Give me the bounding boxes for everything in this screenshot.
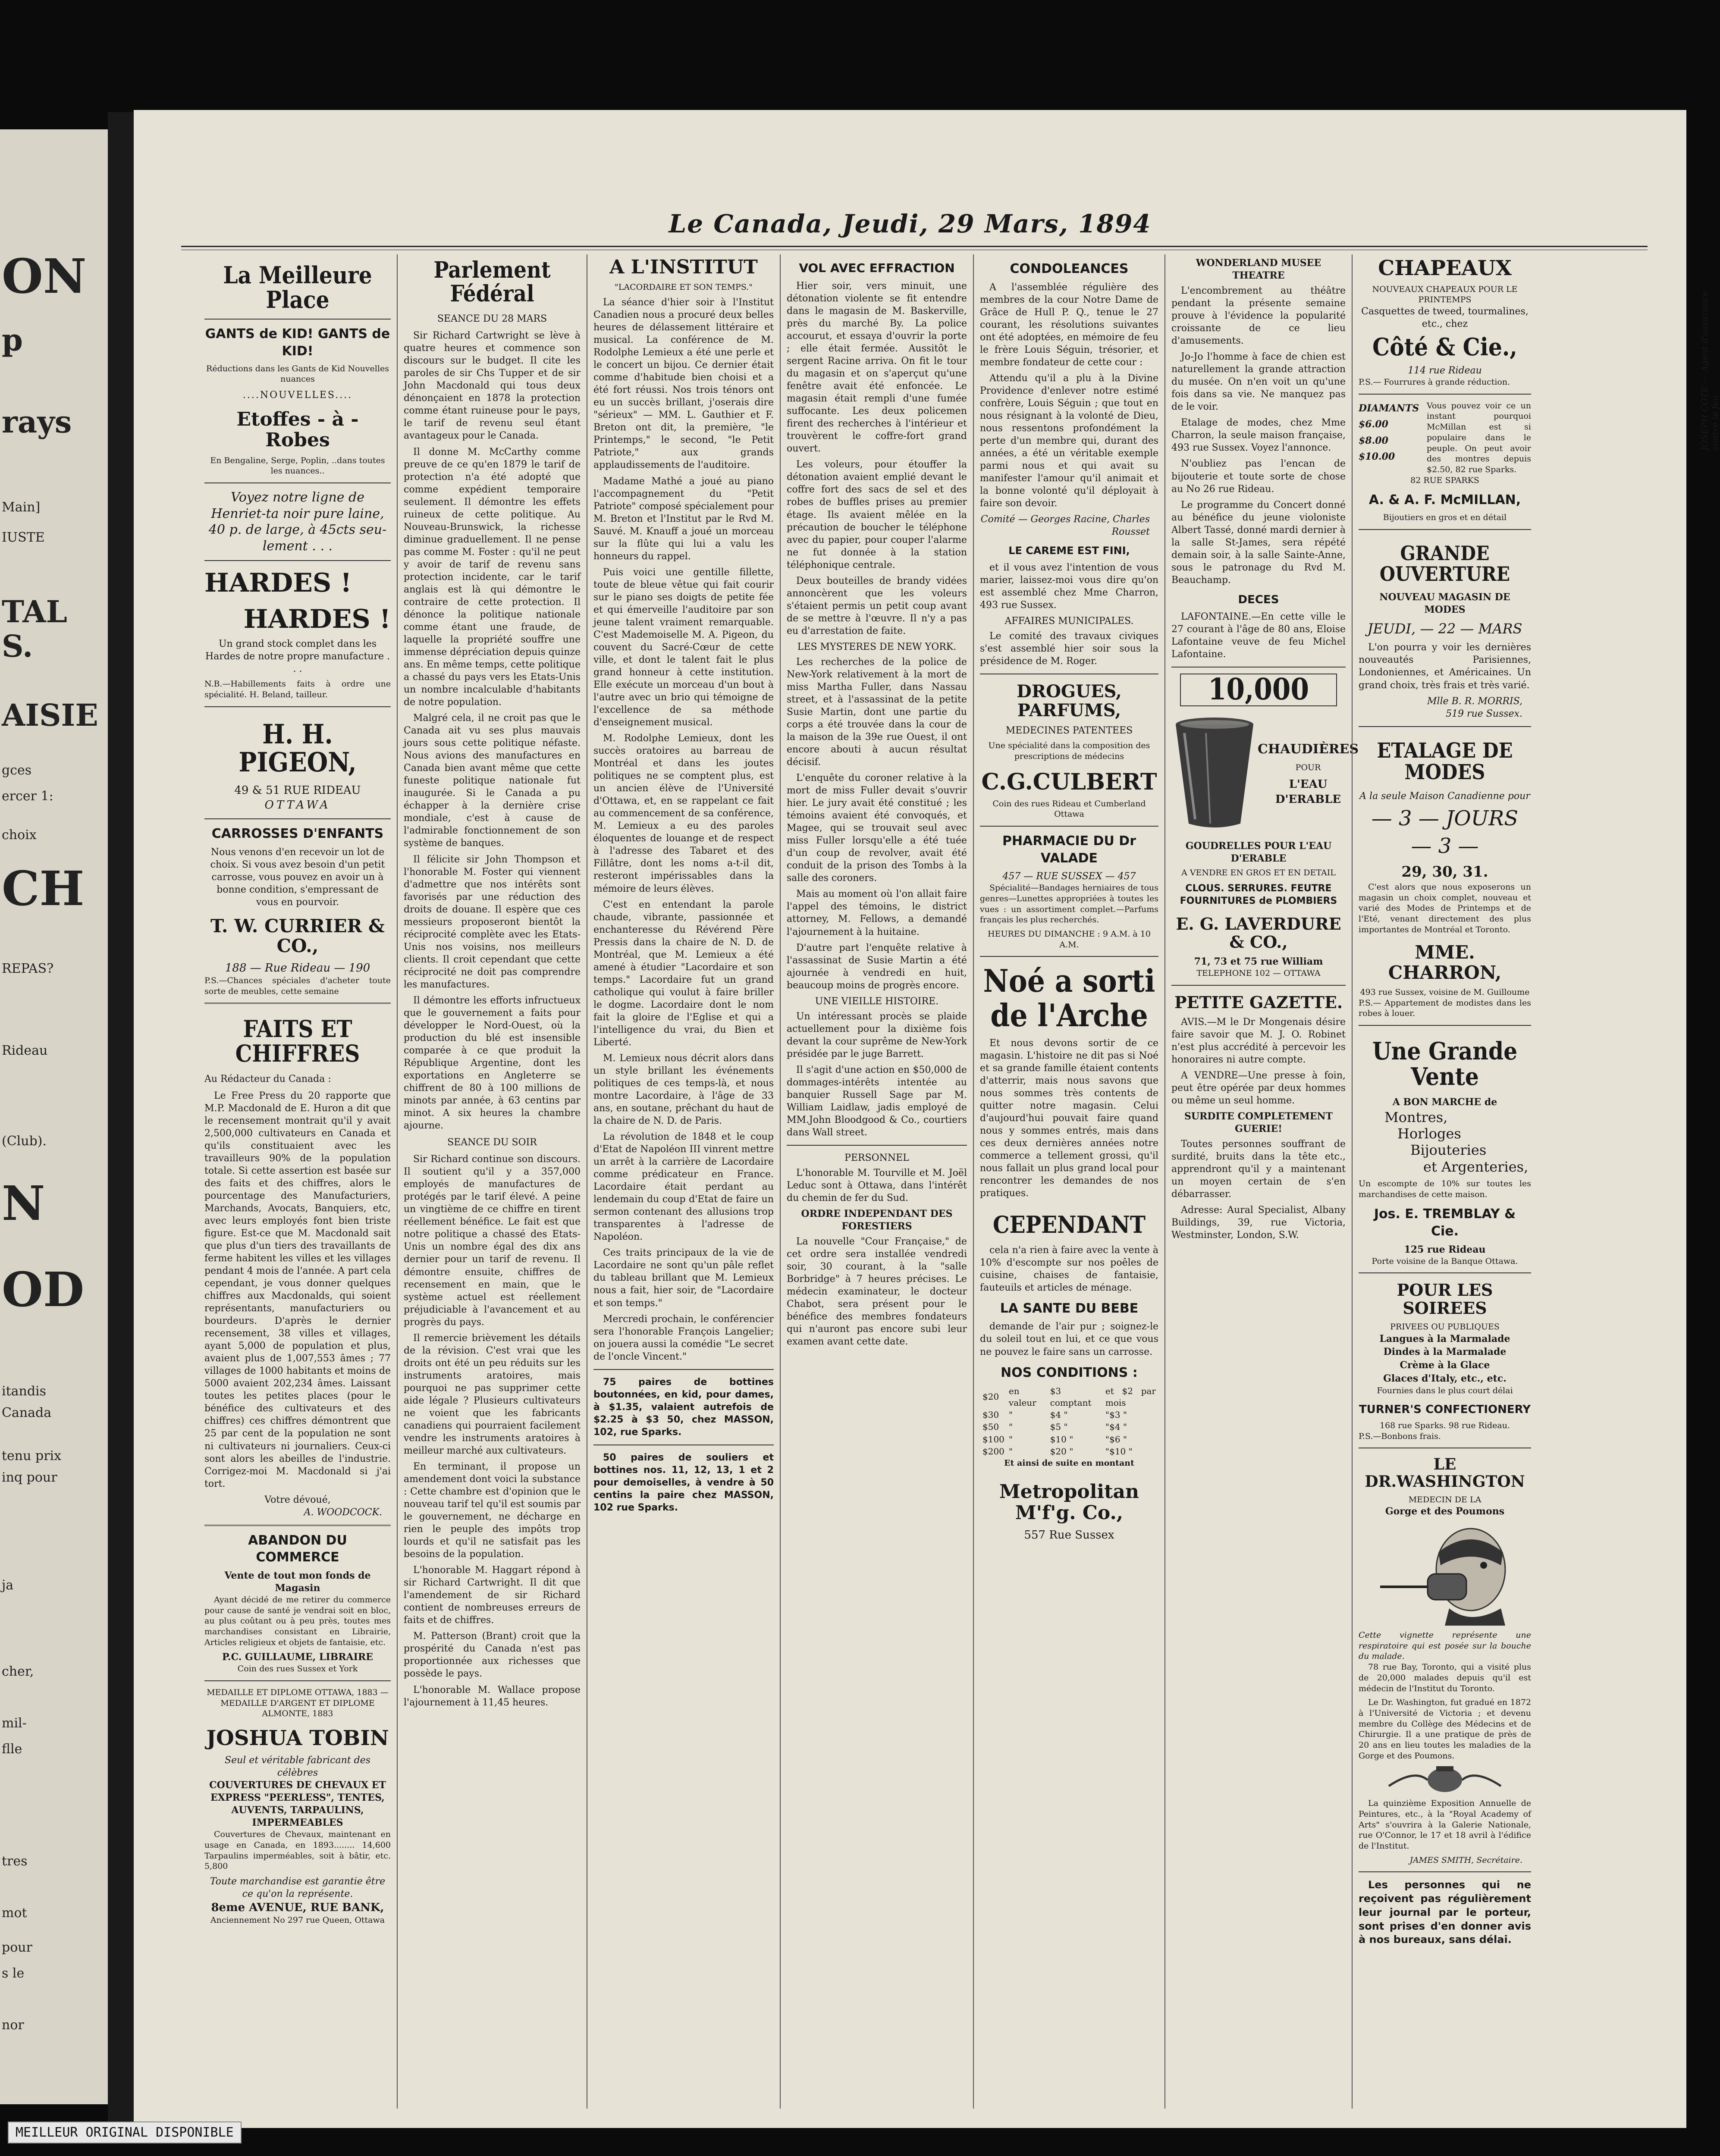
column-7 [1352, 254, 1537, 2109]
faits-text: Le Free Press du 20 rapporte que M.P. Macdonald de E. Huron a dit que le recensement montrait qu'il y avait 2,500,000 cultivateurs en Canada et qu'ils constituaient avec les travailleurs 90% de la population totale. Si cette assertion est basée sur des faits et des chiffres, alors le pourcentage des Manufacturiers, Marchands, Avocats, Banquiers, etc, avec leurs employés font bien triste figure. Est-ce que M. Macdonald sait que plus d'un tiers des travaillants de ferme habitent les villes et les villages pendant 4 mois de l'année. A part cela cependant, je vous donner quelques chiffres aux Macdonalds, qui soient représentants, manufacturiers ou bourdeurs. D'après le dernier recensement, 38 villes et villages, ayant 5,000 de population et plus, avaient plus de 1,007,553 âmes ; 77 villages de 1000 habitants et moins de 5000 avaient 202,234 âmes. Laissant toutes les petites places (pour le bénéfice des cultivateurs et des chiffres) ces chiffres démontrent que 25 par cent de la population ne sont ni cultivateurs ni journaliers. Ceux-ci sont alors les abeilles de l'industrie. Corrigez-moi M. Macdonald si j'ai tort. [204, 1090, 391, 1489]
parlement-p5: Il démontre les efforts infructueux que le gouvernement a faits pour développer le Nord-Ouest, où la production du blé est insensible comparée à ce que produit la République Argentine, dont les exportations en Angleterre se chiffrent de 80 à 100 millions de minots par année, à 63 centins par minot. A six heures la chambre ajourne. [404, 995, 581, 1131]
conditions-table [980, 1385, 1158, 1458]
table-row: $100 " $10 " "$6 " [982, 1434, 1127, 1445]
surdite-addr: Adresse: Aural Specialist, Albany Buildings, 39, rue Victoria, Westminster, London, S.W. [1171, 1204, 1346, 1241]
ad-currier: T. W. CURRIER & CO., [210, 915, 385, 957]
gazette-p1: AVIS.—M le Dr Mongenais désire faire savoir que M. J. O. Robinet n'est plus accrédité à percevoir les honoraires ni autre compte. [1171, 1016, 1346, 1065]
masson-ad-1: 75 paires de bottines boutonnées, en kid, pour dames, à $1.35, valaient autrefois de $2.25 à $3 50, chez MASSON, 102, rue Sparks. [593, 1376, 774, 1438]
parlement-p11: L'honorable M. Wallace propose l'ajournement à 11,45 heures. [404, 1684, 581, 1708]
list-item: Crème à la Glace [1400, 1360, 1490, 1371]
fragment: inq pour [2, 1470, 57, 1485]
institut-p9: Mercredi prochain, le conférencier sera l'honorable François Langelier; on jouera aussi la comédie "Le secret de l'oncle Vincent." [593, 1313, 774, 1362]
personnel-p10: L'honorable M. Tourville et M. Joël Leduc sont à Ottawa, dans l'intérêt du chemin de fer du Sud. [787, 1168, 967, 1204]
fragment: ercer 1: [2, 789, 53, 804]
institut-p4: M. Rodolphe Lemieux, dont les succès oratoires au barreau de Montréal et dans les joutes politiques ne se comptent plus, est un ancien élève de l'Université d'Ottawa, et, en se rappelant ce fait au commencement de sa conférence, M. Lemieux a eu des paroles éloquentes de louange et de respect à l'adresse des Tabaret et des Fillâtre, dont les noms a-t-il dit, resteront impérissables dans la mémoire de leurs élèves. [593, 733, 774, 894]
washington-text-2: Le Dr. Washington, fut gradué en 1872 à l'Université de Victoria ; et devenu membre du Collège des Médecins et de Chirurgie. Il a une pratique de près de 20 ans en lieu toutes les maladies de la Gorge et des Poumons. [1359, 1698, 1531, 1761]
soirees-items [1359, 1332, 1531, 1385]
institut-p1: La séance d'hier soir à l'Institut Canadien nous a procuré deux belles heures de délassement littéraire et musical. La conférence de M. Rodolphe Lemieux a été une perle et le concert un bijou. Ce dernier était comme d'habitude bien choisi et a été fort réussi. Nos trois ténors ont eu un succès brillant, j'oserais dire "sérieux" — MM. L. Gauthier et F. Breton ont dit, la première, "le Printemps," le second, "le Petit Patriote," aux grands applaudissements de l'auditoire. [593, 297, 774, 471]
cote-vertical-ad: JOSEPH COTE — Agent d'assurance contre le feu [1699, 291, 1720, 451]
abandon-heading: ABANDON DU COMMERCE [248, 1532, 347, 1565]
sante-title: LA SANTE DU BEBE [1000, 1300, 1139, 1316]
wonderland-p1: L'encombrement au théâtre pendant la présente semaine prouve à l'évidence la popularité croissante de ce lieu d'amusements. [1171, 285, 1346, 347]
ad-gants-sub: Réductions dans les Gants de Kid Nouvelles nuances [206, 364, 389, 384]
goudrelles-sub: A VENDRE EN GROS ET EN DETAIL [1181, 868, 1336, 877]
column-2 [397, 254, 587, 2109]
affaires-title: AFFAIRES MUNICIPALES. [1004, 616, 1134, 627]
ad-nouvelles: ....NOUVELLES.... [242, 389, 353, 401]
ad-etoffes: Etoffes - à - Robes [236, 408, 359, 451]
guillaume-name: P.C. GUILLAUME, LIBRAIRE [222, 1651, 373, 1663]
ad-hardes-1: HARDES ! [204, 568, 352, 599]
column-4 [780, 254, 973, 2109]
jeudi-date: JEUDI, — 22 — MARS [1367, 620, 1522, 637]
personnel-title: PERSONNEL [844, 1153, 909, 1164]
fragment: Canada [2, 1405, 52, 1420]
noe-text: Et nous devons sortir de ce magasin. L'histoire ne dit pas si Noé et sa grande famille étaient contents d'atterrir, mais nous savons que nous sommes très contents de quitter notre magasin. Celui d'aujourd'hui pouvait faire quand nous y sommes entrés, mais dans ces deux dernières années notre commerce a tellement grossi, qu'il nous fallait un plus grand local pour rencontrer les demandes de nos pratiques. [980, 1037, 1158, 1199]
ad-carrosses: CARROSSES D'ENFANTS [211, 826, 384, 842]
faits-sig-1: Votre dévoué, [264, 1494, 331, 1505]
fragment: Main] [2, 500, 41, 515]
clous-line: CLOUS. SERRURES. FEUTRE FOURNITURES de PLOMBIERS [1180, 883, 1337, 907]
mysteres-title: LES MYSTERES DE NEW YORK. [797, 641, 957, 652]
fragment: N [2, 1175, 45, 1231]
fragment: mot [2, 1905, 27, 1921]
tobin-addr-2: Anciennement No 297 rue Queen, Ottawa [210, 1915, 385, 1925]
washington-text: 78 rue Bay, Toronto, qui a visité plus de 20,000 malades depuis qu'il est médecin de l'Institut du Toronto. [1359, 1662, 1531, 1693]
parlement-p8: En terminant, il propose un amendement dont voici la substance : Cette chambre est d'opinion que le nouveau tarif tel qu'il est soumis par le gouvernement, ne décharge en rien le peuple des impôts trop lourds et qu'il ne satisfait pas les besoins de la population. [404, 1461, 581, 1560]
parlement-p2: Il donne M. McCarthy comme preuve de ce qu'en 1879 le tarif de protection n'a été adopté que comme expédient temporaire seulement. Il démontre les effets ruineux de cette politique. Au Nouveau-Brunswick, la richesse diminue graduellement. Il ne pense pas comme M. Foster : qu'il ne peut y avoir de tarif de revenu sans protection incidente, car le tarif anglais est là qui démontre le contraire de cette protection. Il dénonce la politique nationale comme étant une fraude, de laquelle la propriété souffre une immense dépréciation depuis quinze ans. En même temps, cette politique a chassé du pays vers les Etats-Unis un nombre incalculable d'habitants de notre population. [404, 446, 581, 708]
fragment: ON [2, 248, 87, 304]
charron-name: MME. CHARRON, [1388, 942, 1502, 983]
jours-count: — 3 — JOURS — 3 — [1371, 806, 1519, 858]
wonderland-nocturne: N'oubliez pas l'encan de bijouterie et toute sorte de chose au No 26 rue Rideau. [1171, 458, 1346, 495]
column-3 [587, 254, 780, 2109]
turner-addr: 168 rue Sparks. 98 rue Rideau. [1379, 1420, 1510, 1430]
table-row: $200 " $20 " "$10 " [982, 1446, 1133, 1457]
jours-dates: 29, 30, 31. [1401, 863, 1488, 881]
list-item: Glaces d'Italy, etc., etc. [1383, 1373, 1507, 1385]
condoleances-title: CONDOLEANCES [1010, 261, 1129, 276]
tobin-sub: Seul et véritable fabricant des célèbres [225, 1755, 370, 1778]
diamants-text: Vous pouvez voir ce un instant pourquoi McMillan est si populaire dans le peuple. On peut avoir des montres depuis $2.50, 82 rue Sparks. [1427, 401, 1531, 474]
institut-p2: Madame Mathé a joué au piano l'accompagnement du "Petit Patriote" composé spécialement pour M. Breton et l'Institut par le Rvd M. Sauvé. M. Knauff a joué un morceau sur la flûte qui lui a valu les honneurs du rappel. [593, 476, 774, 562]
diamants-price: $6.00 [1359, 419, 1388, 430]
fragment: choix [2, 827, 37, 843]
previous-page-edge [0, 129, 108, 2104]
tremblay-addr: 125 rue Rideau [1404, 1244, 1486, 1255]
washington-portrait-illustration [1363, 1522, 1527, 1626]
diamants-label: DIAMANTS [1359, 402, 1419, 414]
fragment: nor [2, 2018, 24, 2033]
masthead-rule [181, 246, 1648, 250]
ad-hardes-nb: N.B.—Habillements faits à ordre une spécialité. H. Beland, tailleur. [204, 679, 391, 699]
turner-ps: P.S.—Bonbons frais. [1359, 1431, 1441, 1441]
parlement-p6: Sir Richard continue son discours. Il soutient qu'il y a 357,000 employés de manufactures de protégés par le tarif élevé. A peine un vingtième de ce chiffre en tirent réellement bénéfice. Le fait est que notre politique a chassé des Etats-Unis un nombre égal des dix ans dernier pour un tarif de revenu. Il démontre ensuite, chiffres de recensement en main, que le système actuel est réellement préjudiciable à l'avancement et au progrès du pays. [404, 1154, 581, 1328]
surdite-title: SURDITE COMPLETEMENT GUERIE! [1184, 1110, 1333, 1134]
etalage-title: ETALAGE DE MODES [1377, 738, 1513, 784]
condoleances-comite: Comité — Georges Racine, Charles Rousset [980, 514, 1150, 538]
metropolitan-name: Metropolitan M'f'g. Co., [999, 1481, 1139, 1524]
tobin-guarantee: Toute marchandise est garantie être ce qu'on la représente. [210, 1876, 386, 1899]
fragment: s le [2, 1966, 25, 1981]
list-item: Montres, [1384, 1109, 1448, 1125]
institut-sub: "LACORDAIRE ET SON TEMPS." [615, 282, 753, 292]
pharmacie-spec: Spécialité—Bandages herniaires de tous genres—Lunettes appropriées à toutes les vues : un assortiment complet.—Parfums français les plus recherchés. [980, 883, 1158, 925]
diamants-block [1359, 401, 1531, 475]
parlement-p7: Il remercie brièvement les détails de la révision. C'est vrai que les droits ont été un peu réduits sur les instruments aratoires, mais pourquoi ne pas supprimer cette aide légale ? Plusieurs cultivateurs ne voient que les fabricants canadiens qui pourraient facilement vendre les instruments aratoires à meilleur marché aux cultivateurs. [404, 1332, 581, 1456]
cependant-text: cela n'a rien à faire avec la vente à 10% d'escompte sur nos poêles de cuisine, chaises de fantaisie, fauteuils et articles de ménage. [980, 1244, 1158, 1293]
fragment: pour [2, 1940, 32, 1955]
guillaume-addr: Coin des rues Sussex et York [237, 1664, 358, 1674]
fragment: tenu prix [2, 1448, 62, 1463]
laverdure-tel: TELEPHONE 102 — OTTAWA [1196, 968, 1321, 978]
jeudi-text: L'on pourra y voir les dernières nouveautés Parisiennes, Londoniennes, et Américaines. Un grand choix, très frais et très varié. [1359, 642, 1531, 691]
microfilm-label: MEILLEUR ORIGINAL DISPONIBLE [8, 2122, 242, 2143]
chaudieres-count: 10,000 [1180, 674, 1337, 706]
parlement-seance: SEANCE DU 28 MARS [437, 313, 547, 325]
ad-carrosses-text: Nous venons d'en recevoir un lot de choix. Si vous avez besoin d'un petit carrosse, vous pouvez en avoir un à bonne condition, s'empressant de vous en pourvoir. [210, 847, 385, 908]
chapeaux-text: Casquettes de tweed, tourmalines, etc., chez [1361, 306, 1529, 330]
deces-title: DECES [1238, 593, 1279, 606]
cependant-title: CEPENDANT [992, 1211, 1146, 1239]
fragment: S. [2, 628, 33, 664]
noe-line-1: Noé a sorti [983, 962, 1155, 1000]
mcmillan-addr: 82 RUE SPARKS [1410, 475, 1479, 485]
masthead: Le Canada, Jeudi, 29 Mars, 1894 [669, 209, 1152, 238]
etalage-sub: A la seule Maison Canadienne pour [1359, 791, 1530, 802]
list-item: Bijouteries [1410, 1142, 1487, 1159]
tremblay-note: Porte voisine de la Banque Ottawa. [1372, 1256, 1518, 1266]
mcmillan-sub: Bijoutiers en gros et en détail [1383, 512, 1507, 522]
fragment: IUSTE [2, 530, 45, 545]
drogues-title: DROGUES, PARFUMS, [1017, 681, 1122, 721]
mysteres-p7: D'autre part l'enquête relative à l'assassinat de Susie Martin a été ajournée à vendredi en huit, beaucoup moins de progrès encore. [787, 942, 967, 991]
institut-p8: Ces traits principaux de la vie de Lacordaire ne sont qu'un pâle reflet du tableau brillant que M. Lemieux nous a fait, hier soir, de "Lacordaire et son temps." [593, 1247, 774, 1309]
chaudieres-erable: L'EAU D'ERABLE [1275, 778, 1341, 806]
morris-addr: 519 rue Sussex. [1446, 708, 1522, 719]
chaudieres-pour: POUR [1295, 762, 1321, 772]
chaudieres-block [1171, 711, 1359, 837]
metropolitan-addr: 557 Rue Sussex [1024, 1528, 1114, 1542]
washington-note: Cette vignette représente une respiratoire qui est posée sur la bouche du malade. [1359, 1630, 1531, 1661]
turner-name: TURNER'S CONFECTIONERY [1359, 1403, 1531, 1416]
ad-heading-meilleure-place: La Meilleure Place [223, 261, 372, 313]
tobin-text: Couvertures de Chevaux, maintenant en usage en Canada, en 1893........ 14,600 Tarpaulins imperméables, soit à bâtir, etc. 5,800 [204, 1830, 391, 1871]
list-item: et Argenteries, [1423, 1158, 1529, 1175]
vol-title: VOL AVEC EFFRACTION [799, 261, 955, 275]
wonderland-concert: Le programme du Concert donné au bénéfice du jeune violoniste Albert Tassé, donné mardi dernier à la salle St-James, sera répété demain soir, à la salle Sainte-Anne, sous le patronage du Rvd M. Beauchamp. [1171, 499, 1346, 586]
culbert-name: C.G.CULBERT [981, 768, 1157, 795]
diamants-price: $8.00 [1359, 435, 1388, 446]
sante-text: demande de l'air pur ; soignez-le du soleil tout en lui, et ce que vous ne pouvez le faire sans un carrosse. [980, 1321, 1158, 1357]
grande-ouverture: GRANDE OUVERTURE [1379, 541, 1510, 586]
institut-title: A L'INSTITUT [609, 256, 758, 278]
soirees-sub: PRIVEES OU PUBLIQUES [1390, 1322, 1500, 1332]
laverdure-addr: 71, 73 et 75 rue William [1194, 956, 1323, 968]
culbert-addr: Coin des rues Rideau et Cumberland Ottawa [992, 799, 1146, 819]
cote-ps: P.S.— Fourrures à grande réduction. [1359, 377, 1510, 387]
binding-gutter [108, 112, 134, 2122]
pharmacie-title: PHARMACIE DU Dr VALADE [1002, 834, 1136, 866]
royal-academy-crest [1380, 1764, 1510, 1795]
cote-name: Côté & Cie., [1372, 333, 1517, 362]
charron-addr: 493 rue Sussex, voisine de M. Guilloume [1360, 987, 1530, 997]
tobin-name: JOSHUA TOBIN [206, 1726, 389, 1751]
washington-sub: MEDECIN DE LA [1408, 1495, 1481, 1505]
table-row: $30 " $4 " "$3 " [982, 1409, 1127, 1420]
mysteres-p4: Les recherches de la police de New-York relativement à la mort de miss Martha Fuller, dans Nassau street, et à l'assassinat de la petite Susie Martin, dont une partie du corps a été trouvée dans la cour de la maison de la 39e rue Ouest, il ont encore abouti à aucun résultat décisif. [787, 656, 967, 768]
parlement-p4: Il félicite sir John Thompson et l'honorable M. Foster qui viennent d'admettre que nos intérêts sont favorisés par une réduction des droits de douane. Il espère que ces messieurs proposeront bientôt la réciprocité complète avec les Etats-Unis nos voisins, nos meilleurs clients. Il croit cependant que cette réciprocité ne doit pas comprendre les manufactures. [404, 854, 581, 990]
morris-name: Mlle B. R. MORRIS, [1427, 696, 1522, 707]
parlement-p9: L'honorable M. Haggart répond à sir Richard Cartwright. Il dit que l'amendement de sir Richard contient de nombreuses erreurs de faits et de chiffres. [404, 1565, 581, 1626]
diamants-price: $10.00 [1359, 451, 1395, 462]
drogues-text: Une spécialité dans la composition des prescriptions de médecins [988, 741, 1150, 761]
tobin-medals: MEDAILLE ET DIPLOME OTTAWA, 1883 — MEDAILLE D'ARGENT ET DIPLOME ALMONTE, 1883 [207, 1688, 389, 1719]
soirees-title: POUR LES SOIREES [1397, 1280, 1493, 1318]
column-1 [198, 254, 397, 2109]
table-row: $50 " $5 " "$4 " [982, 1422, 1127, 1432]
faits-sig-2: A. WOODCOCK. [304, 1507, 382, 1518]
newspaper-page [134, 110, 1720, 2128]
tobin-products: COUVERTURES DE CHEVAUX ET EXPRESS "PEERLESS", TENTES, AUVENTS, TARPAULINS, IMPERMEABLES [209, 1780, 386, 1829]
vieille-title: UNE VIEILLE HISTOIRE. [815, 996, 939, 1007]
noe-line-2: de l'Arche [990, 997, 1148, 1034]
fragment: Rideau [2, 1043, 48, 1058]
washington-title: LE DR.WASHINGTON [1365, 1455, 1525, 1491]
masson-ad-2: 50 paires de souliers et bottines nos. 11, 12, 13, 1 et 2 pour demoiselles, à vendre à 50 centins la paire chez MASSON, 102 rue Sparks. [593, 1452, 774, 1513]
goudrelles-title: GOUDRELLES POUR L'EAU D'ERABLE [1185, 840, 1332, 864]
washington-sub-2: Gorge et des Poumons [1385, 1506, 1505, 1517]
parlement-seance-soir: SEANCE DU SOIR [447, 1137, 537, 1148]
vol-p1: Hier soir, vers minuit, une détonation violente se fit entendre dans le magasin de M. Baskerville, près du marché By. La police accourut, et essaya d'ouvrir la porte ; elle était fermée. Aussitôt le sergent Racine arriva. On fit le tour du magasin et on s'aperçut qu'une fenêtre avait été enfoncée. Le magasin était rempli d'une fumée suffocante. Les deux policemen firent des recherches à l'intérieur et trouvèrent le coffre-fort grand ouvert. [787, 280, 967, 454]
chaudieres-title: CHAUDIÈRES [1258, 742, 1359, 757]
chapeaux-title: CHAPEAUX [1378, 256, 1512, 280]
cote-addr: 114 rue Rideau [1408, 365, 1482, 376]
exposition-text: La quinzième Exposition Annuelle de Peintures, etc., à la "Royal Academy of Arts" s'ouvrira à la Galerie Nationale, rue O'Connor, le 17 et 18 avril à l'édifice de l'Institut. [1359, 1799, 1531, 1851]
ad-voyez: Voyez notre ligne de Henriet-ta noir pure laine, 40 p. de large, à 45cts seu-lement . . . [208, 490, 387, 554]
parlement-p10: M. Patterson (Brant) croit que la prospérité du Canada n'est pas proportionnée aux richesses que possède le pays. [404, 1631, 581, 1680]
exposition-sig: JAMES SMITH, Secrétaire. [1409, 1855, 1522, 1865]
parlement-p3: Malgré cela, il ne croit pas que le Canada ait vu ses plus mauvais jours sous cette politique néfaste. Nous avions des manufactures en Canada bien avant même que cette funeste politique nationale fut inaugurée. Si le Canada a pu échapper à la dernière crise mondiale, c'est à cause de l'admirable fonctionnement de son système de banques. [404, 713, 581, 849]
fragment: flle [2, 1742, 22, 1757]
fragment: ja [2, 1578, 14, 1593]
fragment: p [2, 322, 23, 358]
ad-pigeon: H. H. PIGEON, [239, 718, 357, 778]
mysteres-p6: Mais au moment où l'on allait faire l'appel des témoins, le district attorney, M. Fellows, a demandé l'ajournement à la huitaine. [787, 889, 967, 937]
fragment: tres [2, 1854, 28, 1869]
vente-items [1359, 1109, 1531, 1175]
ordre-p11: La nouvelle "Cour Française," de cet ordre sera installée vendredi soir, 30 courant, à la "salle Borbridge" à 7 heures précises. Le médecin examinateur, le docteur Chabot, sera présent pour le bénéfice des membres fondateurs qui n'auront pas encore subi leur examen avant cette date. [787, 1236, 967, 1348]
nouveau-magasin: NOUVEAU MAGASIN DE MODES [1379, 592, 1510, 616]
gazette-title: PETITE GAZETTE. [1174, 992, 1343, 1012]
vente-title: Une Grande Vente [1372, 1037, 1518, 1091]
column-5 [973, 254, 1164, 2109]
ad-currier-addr: 188 — Rue Rideau — 190 [225, 961, 370, 975]
drogues-sub: MEDECINES PATENTEES [1005, 725, 1133, 736]
fragment: (Club). [2, 1134, 47, 1149]
fragment: gces [2, 763, 32, 778]
column-6 [1164, 254, 1359, 2109]
vente-sub: A BON MARCHE de [1392, 1097, 1497, 1108]
ad-gants: GANTS de KID! GANTS de KID! [205, 326, 390, 359]
condoleances-p1: A l'assemblée régulière des membres de la cour Notre Dame de Grâce de Hull P. Q., tenue le 27 courant, les résolutions suivantes ont été adoptées, en mémoire de feu le frère Louis Séguin, trésorier, et membre fondateur de cette cour : [980, 282, 1158, 368]
wonderland-title: WONDERLAND MUSEE THEATRE [1196, 257, 1321, 282]
surdite-text: Toutes personnes souffrant de surdité, bruits dans la tête etc., apprendront qu'il y a maintenant un moyen certain de s'en débarrasser. [1171, 1138, 1346, 1200]
charron-ps: P.S.— Appartement de modistes dans les robes à louer. [1359, 998, 1531, 1018]
conditions-note: Et ainsi de suite en montant [1004, 1458, 1134, 1468]
pharmacie-hours: HEURES DU DIMANCHE : 9 A.M. à 10 A.M. [988, 929, 1151, 950]
condoleances-p2: Attendu qu'il a plu à la Divine Providence d'enlever notre estimé confrère, Louis Séguin ; que tout en nous résignant à la volonté de Dieu, nous ressentons profondément la perte d'un membre qui, durant des années, a été un véritable exemple parmi nous et qui avait su manifester l'amour qu'il animait et la bonne volonté qu'il déployait à faire son devoir. [980, 373, 1158, 509]
gazette-p2: A VENDRE—Une presse à foin, peut être opérée par deux hommes ou même un seul homme. [1171, 1070, 1346, 1106]
conditions-title: NOS CONDITIONS : [1001, 1365, 1138, 1380]
parlement-p1: Sir Richard Cartwright se lève à quatre heures et commence son discours sur le budget. Il cite les paroles de sir Chs Tupper et de sir John Macdonald qui tous deux dénonçaient en 1878 la protection comme étant ruineuse pour le pays, le tarif de revenu seul étant avantageux pour le Canada. [404, 330, 581, 442]
vieille-p9: Il s'agit d'une action en $50,000 de dommages-intérêts intentée au banquier Russell Sage par M. William Laidlaw, jadis employé de MM.John Bloodgood & Co., courtiers dans Wall street. [787, 1064, 967, 1138]
list-item: Horloges [1397, 1125, 1461, 1142]
fragment: rays [2, 404, 72, 440]
pharmacie-addr: 457 — RUE SUSSEX — 457 [1002, 871, 1136, 882]
deces-text: LAFONTAINE.—En cette ville le 27 courant à l'âge de 80 ans, Eloise Lafontaine veuve de feu Michel Lafontaine. [1171, 611, 1346, 660]
abandon-text: Ayant décidé de me retirer du commerce pour cause de santé je vendrai soit en bloc, au plus coûtant ou à peu près, toutes mes marchandises consistant en Librairie, Articles religieux et objets de fantaisie, etc. [204, 1595, 391, 1647]
vente-note: Un escompte de 10% sur toutes les marchandises de cette maison. [1359, 1179, 1531, 1199]
institut-p6: M. Lemieux nous décrit alors dans un style brillant les événements politiques de ces temps-là, et nous montre Lacordaire, à l'âge de 33 ans, en soutane, prêchant du haut de la chaire de N. D. de Paris. [593, 1053, 774, 1127]
faits-et-chiffres-heading: FAITS ET CHIFFRES [235, 1015, 360, 1067]
institut-p7: La révolution de 1848 et le coup d'Etat de Napoléon III vinrent mettre un arrêt à la carrière de Lacordaire comme prédicateur en France. Lacordaire était perdant au lendemain du coup d'Etat de faire un sermon contenant des allusions trop transparentes à l'adresse de Napoléon. [593, 1131, 774, 1243]
parlement-title: Parlement Fédéral [433, 257, 551, 307]
fragment: OD [2, 1262, 85, 1317]
bucket-illustration [1171, 716, 1258, 832]
vol-p3: Deux bouteilles de brandy vidées annoncèrent que les voleurs s'étaient permis un petit coup avant de se mettre à l'œuvre. Il n'y a pas eu d'arrestation de faite. [787, 575, 967, 636]
etalage-text: C'est alors que nous exposerons un magasin un choix complet, nouveau et varié des Modes de Printemps et de l'Eté, venant directement des plus importantes de Montréal et Toronto. [1359, 882, 1531, 934]
wonderland-p2: Jo-Jo l'homme à face de chien est naturellement la grande attraction du musée. On n'en voit un qu'une fois dans sa vie. Ne manquez pas de le voir. [1171, 351, 1346, 413]
ad-etoffes-sub: En Bengaline, Serge, Poplin, ..dans toutes les nuances.. [210, 455, 385, 476]
vieille-p8: Un intéressant procès se plaide actuellement pour la dixième fois devant la cour suprême de New-York présidée par le juge Barrett. [787, 1011, 967, 1059]
careme-p3: et il vous avez l'intention de vous marier, laissez-moi vous dire qu'on est assemblé chez Mme Charron, 493 rue Sussex. [980, 562, 1158, 611]
ad-pigeon-city: OTTAWA [264, 799, 331, 812]
ordre-title: ORDRE INDEPENDANT DES FORESTIERS [801, 1208, 953, 1232]
institut-p3: Puis voici une gentille fillette, toute de bleue vêtue qui fait courir sur le piano ses doigts de petite fée et qui émerveille l'auditoire par son jeune talent vraiment remarquable. C'est Mademoiselle M. A. Pigeon, du couvent du Sacré-Cœur de cette ville, et dont le talent fait le plus grand honneur à cette institution. Elle exécute un morceau d'un bout à l'autre avec un brio qui témoigne de l'excellence de sa méthode d'enseignement musical. [593, 567, 774, 728]
table-row: $20 en valeur $3 comptant et $2 par mois [982, 1386, 1156, 1408]
vol-p2: Les voleurs, pour étouffer la détonation avaient emplié devant le coffre fort des sacs de sel et des robes de buffles prises au premier étage. Ils avaient mêlée en la précaution de boucher le téléphone avec du papier, pour couper l'alarme ne fut donnée à la station téléphonique centrale. [787, 459, 967, 570]
fragment: AISIE [2, 697, 98, 733]
ad-hardes-2: HARDES ! [243, 604, 391, 635]
laverdure-name: E. G. LAVERDURE & CO., [1176, 914, 1341, 952]
ad-currier-ps: P.S.—Chances spéciales d'acheter toute sorte de meubles, cette semaine [204, 975, 391, 996]
fragment: mil- [2, 1716, 27, 1731]
ad-pigeon-addr: 49 & 51 RUE RIDEAU [234, 783, 361, 797]
fragment: TAL [2, 594, 67, 630]
notice-abonnes: Les personnes qui ne reçoivent pas régulièrement leur journal par le porteur, sont prises d'en donner avis à nos bureaux, sans délai. [1359, 1879, 1531, 1946]
tremblay-name: Jos. E. TREMBLAY & Cie. [1374, 1206, 1516, 1239]
affaires-p4: Le comité des travaux civiques s'est assemblé hier soir sous la présidence de M. Roger. [980, 631, 1158, 667]
faits-salutation: Au Rédacteur du Canada : [204, 1073, 331, 1084]
mysteres-p5: L'enquête du coroner relative à la mort de miss Fuller devait s'ouvrir hier. Le jury avait été constitué ; les témoins avaient été convoqués, et Magee, qui se trouvait seul avec miss Fuller lorsqu'elle a été tuée d'un coup de revolver, avait été conduit de la prison des Tombs à la salle des coroners. [787, 773, 967, 884]
fragment: REPAS? [2, 961, 54, 976]
soirees-note: Fournies dans le plus court délai [1377, 1385, 1513, 1395]
careme-title: LE CAREME EST FINI, [1008, 545, 1130, 557]
mcmillan-name: A. & A. F. McMILLAN, [1368, 492, 1521, 508]
list-item: Dindes à la Marmalade [1383, 1346, 1507, 1358]
tobin-addr: 8eme AVENUE, RUE BANK, [211, 1901, 384, 1914]
institut-p5: C'est en entendant la parole chaude, vibrante, passionnée et enchanteresse du Révérend Père Pressis dans la chaire de N. D. de Montréal, que M. Lemieux a été amené à étudier "Lacordaire et son temps." Lacordaire fut un grand catholique qui voulut à faire briller le dogme. Lacordaire dont le nom fait la gloire de l'Eglise et qui a l'intelligence du vrai, du Bien et Liberté. [593, 899, 774, 1048]
fragment: cher, [2, 1664, 34, 1679]
list-item: Langues à la Marmalade [1379, 1333, 1510, 1344]
fragment: CH [2, 861, 85, 916]
chapeaux-sub: NOUVEAUX CHAPEAUX POUR LE PRINTEMPS [1372, 284, 1518, 305]
fragment: itandis [2, 1384, 47, 1399]
abandon-sub: Vente de tout mon fonds de Magasin [224, 1570, 371, 1594]
wonderland-etalage: Etalage de modes, chez Mme Charron, la seule maison française, 493 rue Sussex. Voyez l'annonce. [1171, 417, 1346, 454]
ad-hardes-text: Un grand stock complet dans les Hardes de notre propre manufacture . . . [205, 639, 390, 675]
